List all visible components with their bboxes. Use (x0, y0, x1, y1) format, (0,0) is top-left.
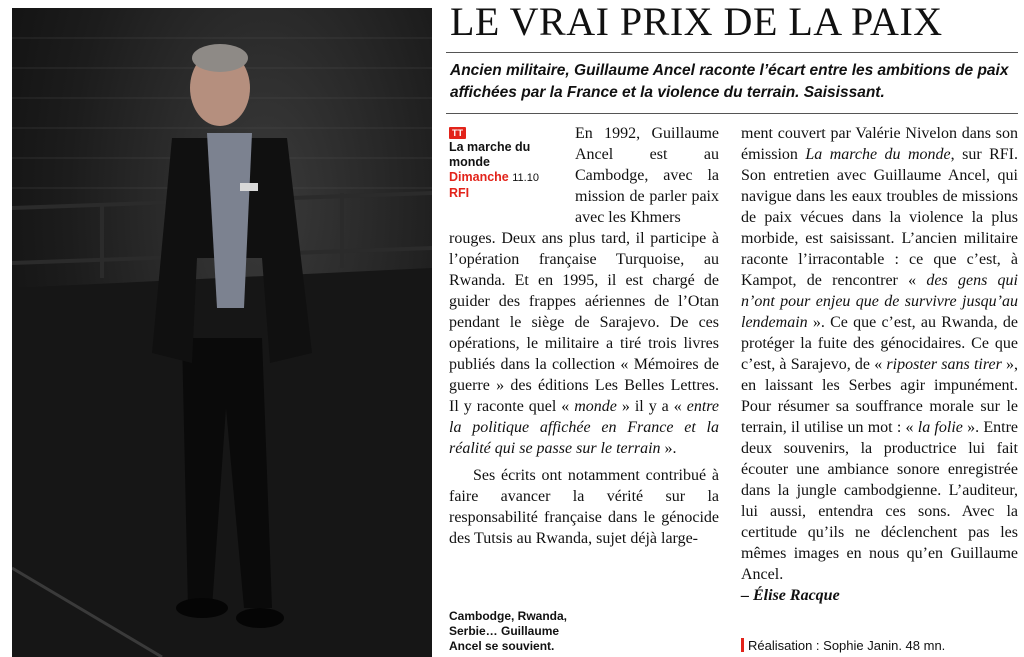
photo-illustration (12, 8, 432, 657)
italic-quote: des gens qui n’ont pour enjeu que de survivre jusqu’au lendemain (741, 272, 1018, 331)
paragraph-2: Ses écrits ont notamment contribué à faire avancer la vérité sur la responsabilité française dans le génocide des Tutsis au Rwanda, sujet déjà large- (449, 467, 719, 547)
headline-rule (446, 52, 1018, 53)
photo-caption: Cambodge, Rwanda, Serbie… Guillaume Ancel se souvient. (449, 609, 568, 653)
article-photo (12, 8, 432, 657)
italic-quote: entre la politique affichée en France et la réalité qui se passe sur le terrain (449, 398, 719, 457)
text-run: ment couvert par Valérie Nivelon dans son émission (741, 125, 1018, 163)
standfirst-rule (446, 113, 1018, 114)
tt-rating-badge: TT (449, 127, 466, 139)
text-run: rouges. Deux ans plus tard, il participe à l’opération française Turquoise, au Rwanda. Et en 1995, il est chargé de guider des frappes aériennes de l’Otan pendant le siège de Sarajevo. De ces opérations, le militaire a tiré trois livres publiés dans la collection « Mémoires de guerre » des éditions Les Belles Lettres. Il y raconte quel « (449, 230, 719, 415)
italic-quote: la folie (917, 419, 963, 436)
text-run: ». (660, 440, 677, 457)
italic-quote: riposter sans tirer (886, 356, 1002, 373)
italic-quote: monde (574, 398, 617, 415)
program-info (449, 125, 567, 201)
text-run: ». Ce que c’est, au Rwanda, de protéger la fuite des génocidaires. Ce que c’est, à Sarajevo, de « (741, 314, 1018, 373)
text-run: , sur RFI. Son entretien avec Guillaume Ancel, qui navigue dans les eaux troubles de missions de paix vécues dans la violence la plus morbide, est saisissant. L’ancien militaire raconte l’irracontable : ce que c’est, à Kampot, de rencontrer « (741, 146, 1018, 289)
broadcast-channel: RFI (449, 186, 470, 200)
text-run: » il y a « (616, 398, 687, 415)
paragraph-1-start: En 1992, Guillaume Ancel est au Cambodge, avec la mission de parler paix avec les Khmers (575, 125, 719, 226)
body-column-1-top (575, 123, 719, 228)
credit-text: Réalisation : Sophie Janin. 48 mn. (748, 638, 946, 653)
body-column-1 (449, 228, 719, 549)
broadcast-day: Dimanche (449, 170, 509, 184)
paragraph-1-continued (449, 228, 719, 459)
italic-show-title: La marche du monde (805, 146, 951, 163)
standfirst: Ancien militaire, Guillaume Ancel raconte l’écart entre les ambitions de paix affichées par la France et la violence du terrain. Saisissant. (450, 62, 1009, 101)
paragraph-2-continued (741, 123, 1018, 585)
text-run: », en laissant les Serbes agir impunément. Pour résumer sa souffrance morale sur le terrain, il utilise un mot : « (741, 356, 1018, 436)
headline: LE VRAI PRIX DE LA PAIX (450, 0, 943, 44)
body-column-2 (741, 123, 1018, 606)
text-run: ». Entre deux souvenirs, la productrice lui fait écouter une ambiance sonore enregistrée dans la jungle cambodgienne. L’auditeur, lui aussi, entendra ces sons. Avec la certitude qu’ils ne déclenchent pas les mêmes images en nous qu’en Guillaume Ancel. (741, 419, 1018, 583)
broadcast-date: 11.10 (512, 172, 539, 184)
production-credit (741, 637, 945, 655)
author-signature: – Élise Racque (741, 587, 840, 604)
program-title: La marche du monde (449, 140, 531, 169)
accent-bar (741, 638, 744, 652)
